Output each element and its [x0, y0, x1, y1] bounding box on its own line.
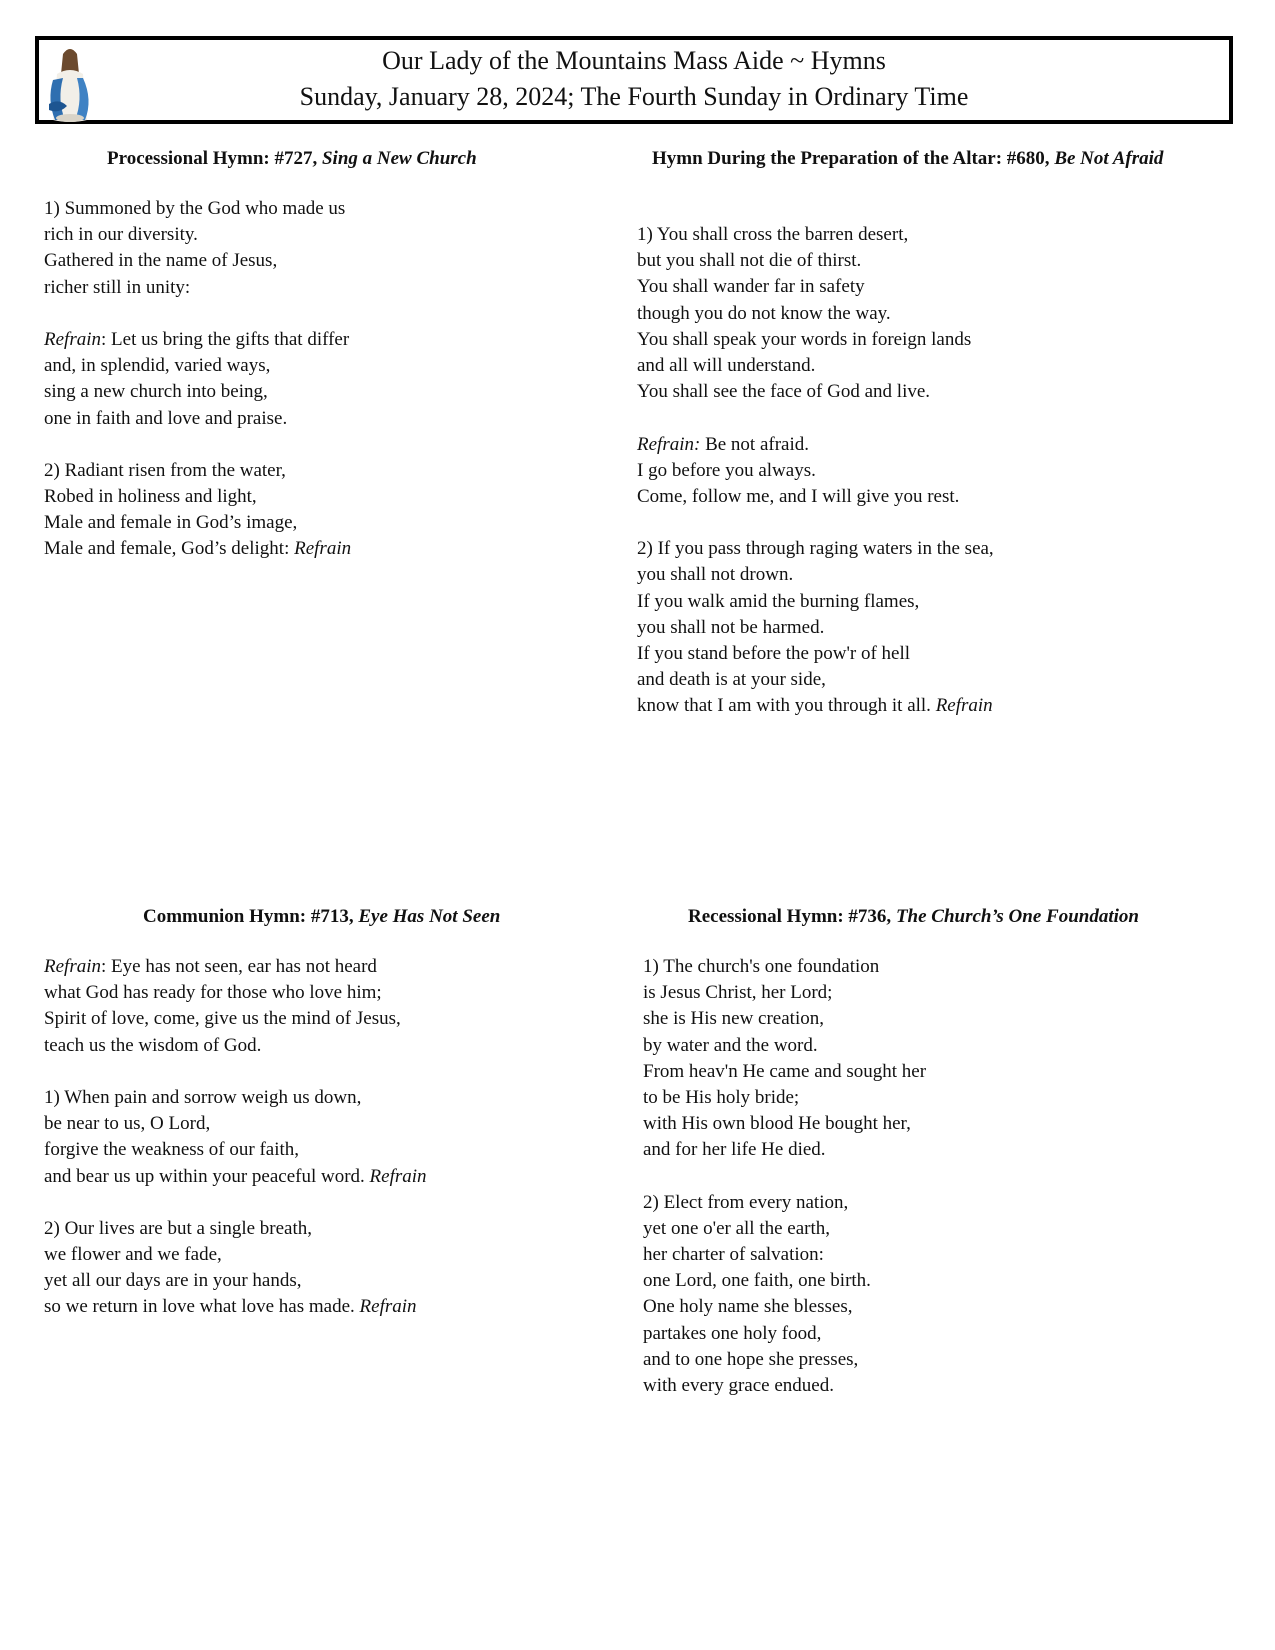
lyric-line: Gathered in the name of Jesus, [44, 250, 278, 272]
lyric-line: and to one hope she presses, [643, 1348, 859, 1370]
preparation-label: Hymn During the Preparation of the Altar: #680, [652, 148, 1055, 169]
lyric-line: yet all our days are in your hands, [44, 1270, 302, 1292]
lyric-line: teach us the wisdom of God. [44, 1034, 262, 1056]
lyric-line: with His own blood He bought her, [643, 1113, 911, 1135]
lyric-line: though you do not know the way. [637, 302, 891, 324]
lyric-line: 1) When pain and sorrow weigh us down, [44, 1086, 362, 1108]
processional-lyrics [44, 196, 351, 563]
lyric-line: forgive the weakness of our faith, [44, 1139, 300, 1161]
lyric-line: If you stand before the pow'r of hell [637, 643, 911, 664]
page-title: Our Lady of the Mountains Mass Aide ~ Hymns [382, 46, 886, 75]
lyric-line: and, in splendid, varied ways, [44, 355, 271, 377]
preparation-title: Be Not Afraid [1054, 148, 1164, 169]
lyric-line: what God has ready for those who love him; [44, 982, 382, 1004]
lyric-line: know that I am with you through it all. Refrain [637, 695, 993, 717]
refrain-marker: Refrain [44, 328, 101, 350]
lyric-line: 1) Summoned by the God who made us [44, 198, 346, 219]
refrain-line: Refrain: Eye has not seen, ear has not heard [44, 956, 377, 977]
lyric-line: partakes one holy food, [643, 1322, 822, 1344]
lyric-line: with every grace endued. [643, 1375, 834, 1396]
lyric-line: 2) Radiant risen from the water, [44, 459, 286, 481]
lyric-line: so we return in love what love has made. Refrain [44, 1296, 417, 1318]
lyric-line: you shall not be harmed. [637, 616, 825, 638]
lyric-line: 1) You shall cross the barren desert, [637, 224, 909, 245]
lyric-line: You shall see the face of God and live. [637, 381, 931, 403]
lyric-line: Male and female, God’s delight: Refrain [44, 538, 352, 560]
preparation-heading [652, 148, 1163, 170]
lyric-line: I go before you always. [637, 459, 816, 481]
recessional-label: Recessional Hymn: #736, [688, 906, 896, 927]
communion-lyrics [44, 954, 427, 1321]
lyric-line: and for her life He died. [643, 1139, 826, 1161]
lyric-line: yet one o'er all the earth, [643, 1217, 831, 1239]
lyric-line: 2) Our lives are but a single breath, [44, 1217, 313, 1239]
lyric-line: rich in our diversity. [44, 224, 198, 246]
refrain-marker: Refrain [935, 695, 993, 717]
communion-heading [143, 906, 500, 928]
lyric-line: 2) Elect from every nation, [643, 1191, 849, 1213]
lyric-line: is Jesus Christ, her Lord; [643, 982, 833, 1004]
recessional-title: The Church’s One Foundation [895, 906, 1139, 927]
lyric-line: One holy name she blesses, [643, 1296, 853, 1318]
lyric-line: 1) The church's one foundation [643, 956, 880, 977]
lyric-line: and all will understand. [637, 354, 816, 376]
lyric-line: to be His holy bride; [643, 1086, 800, 1108]
lyric-line: If you walk amid the burning flames, [637, 590, 920, 612]
lyric-line: From heav'n He came and sought her [643, 1060, 927, 1082]
lyric-line: Robed in holiness and light, [44, 486, 257, 508]
refrain-marker: Refrain: [637, 433, 701, 455]
lyric-line: Spirit of love, come, give us the mind of Jesus, [44, 1008, 401, 1030]
lyric-line: Male and female in God’s image, [44, 512, 298, 534]
lyric-line: one Lord, one faith, one birth. [643, 1270, 871, 1292]
lyric-line: Come, follow me, and I will give you rest. [637, 485, 960, 507]
communion-title: Eye Has Not Seen [358, 906, 501, 927]
lyric-line: one in faith and love and praise. [44, 407, 288, 429]
lyric-line: You shall speak your words in foreign lands [637, 328, 972, 350]
lyric-line: by water and the word. [643, 1034, 818, 1056]
communion-label: Communion Hymn: #713, [143, 906, 359, 927]
lyric-line: and death is at your side, [637, 669, 826, 691]
processional-heading [107, 148, 477, 170]
header-box [35, 36, 1233, 124]
refrain-marker: Refrain [294, 538, 352, 560]
preparation-lyrics [637, 222, 994, 720]
lyric-line: 2) If you pass through raging waters in the sea, [637, 538, 994, 560]
lyric-line: we flower and we fade, [44, 1244, 222, 1266]
lyric-line: richer still in unity: [44, 276, 191, 298]
recessional-heading [688, 906, 1139, 928]
lyric-line: she is His new creation, [643, 1008, 824, 1030]
refrain-line: Refrain: Be not afraid. [637, 433, 810, 455]
lyric-line: her charter of salvation: [643, 1244, 824, 1266]
recessional-lyrics [643, 954, 926, 1399]
page-subtitle-date: Sunday, January 28, 2024; The Fourth Sunday in Ordinary Time [299, 82, 969, 111]
refrain-marker: Refrain [369, 1165, 427, 1187]
processional-label: Processional Hymn: #727, [107, 148, 322, 169]
refrain-marker: Refrain [359, 1296, 417, 1318]
processional-title: Sing a New Church [321, 148, 477, 169]
lyric-line: you shall not drown. [637, 564, 794, 586]
lyric-line: sing a new church into being, [44, 381, 268, 403]
refrain-line: Refrain: Let us bring the gifts that differ [44, 328, 350, 350]
lyric-line: be near to us, O Lord, [44, 1113, 211, 1135]
lyric-line: and bear us up within your peaceful word. Refrain [44, 1165, 427, 1187]
lyric-line: You shall wander far in safety [637, 276, 865, 298]
refrain-marker: Refrain [44, 956, 101, 977]
lyric-line: but you shall not die of thirst. [637, 250, 862, 272]
